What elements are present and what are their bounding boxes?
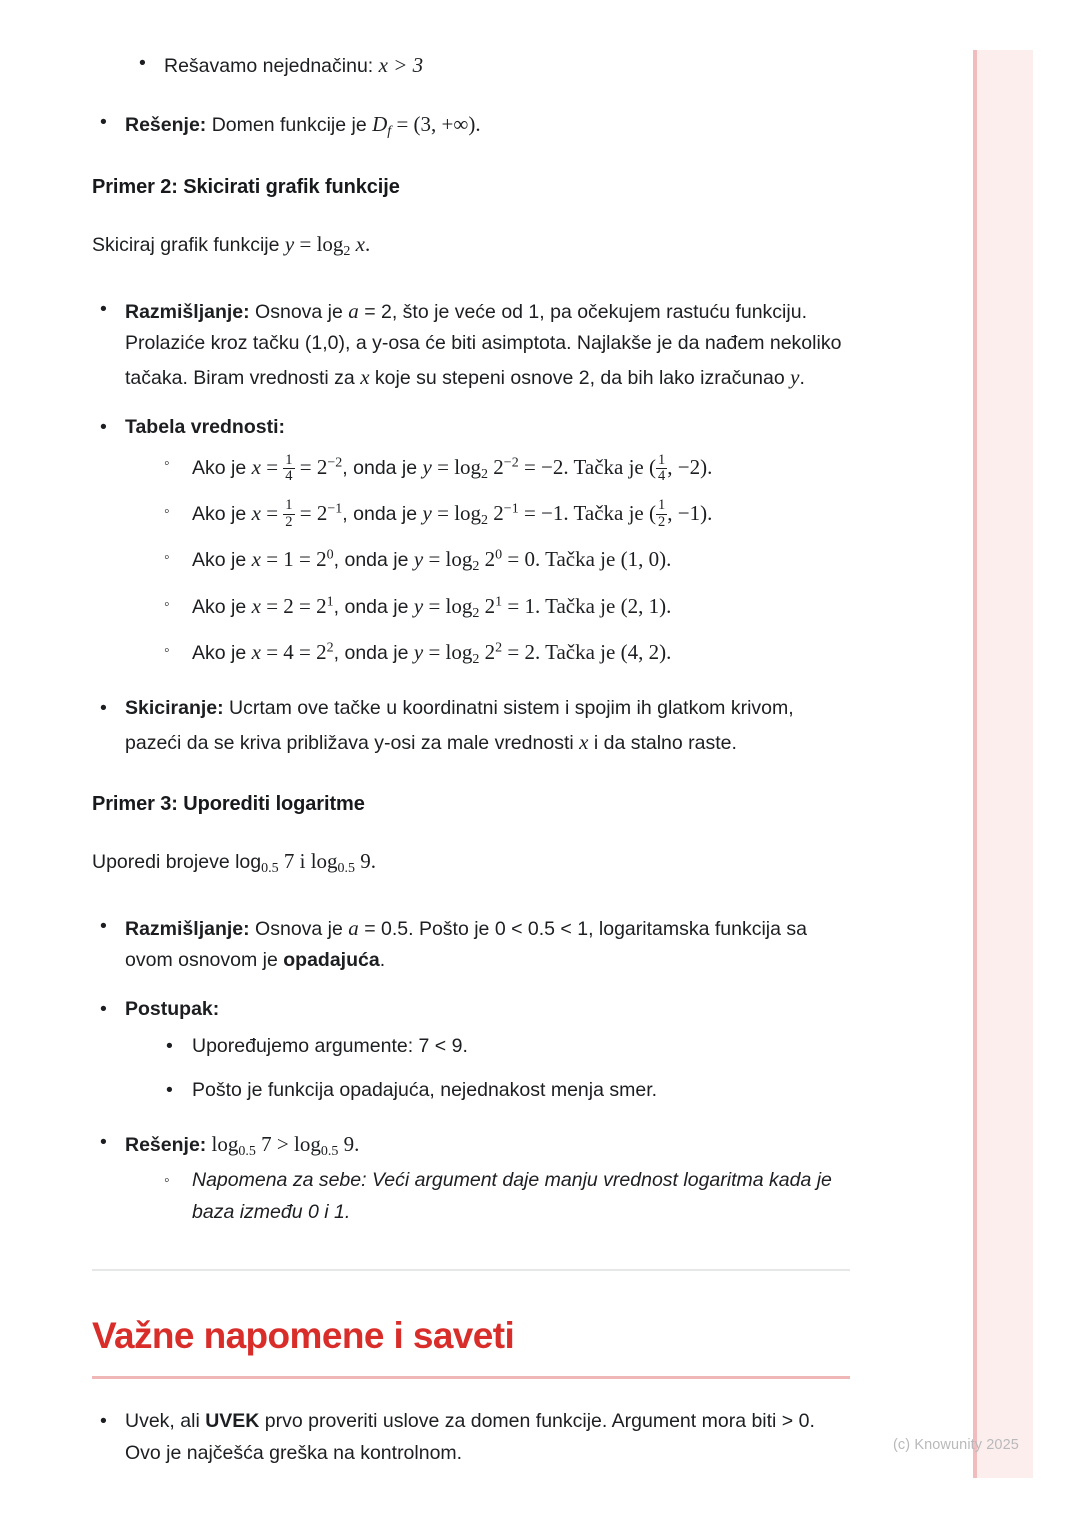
bullet-circle-icon: ◦ [164,595,170,613]
list-item [92,107,850,144]
reasoning-p2: = 0.5. Pošto je 0 < 0.5 < 1, logaritamska funkcija sa ovom osnovom je [125,917,807,972]
row-y-var: y [422,500,432,525]
row-x-var: x [251,640,261,665]
row-x-exp: 2 [326,641,334,657]
row-y-eq: = log [431,455,482,480]
step-text: Upoređujemo argumente: 7 < 9. [192,1035,468,1058]
copyright-watermark: (c) Knowunity 2025 [893,1437,1019,1453]
fraction-denominator: 2 [285,513,293,530]
row-x-exp: −1 [327,501,343,517]
page-title: Važne napomene i saveti [92,1315,515,1357]
domain-symbol: D [372,111,388,136]
row-y-val: = 1. Tačka je (2, 1). [502,593,672,618]
primer3-heading: Primer 3: Uporediti logaritme [92,793,365,816]
step-math: x > 3 [378,53,424,77]
note-p1: Uvek, ali [125,1409,206,1432]
step-text: Pošto je funkcija opadajuća, nejednakost menja smer. [192,1078,658,1101]
bullet-dot-icon: • [166,1035,173,1058]
intro-text: Skiciraj grafik funkcije [92,234,285,257]
intro-mid: 7 i log [278,849,338,874]
list-item [92,294,850,395]
row-lead: Ako je [192,502,252,525]
primer3-solution-list [0,1127,940,1229]
fraction-numerator: 1 [657,497,666,514]
step-text: Rešavamo nejednačinu: [164,55,379,77]
row-y-eq: = log [423,547,473,572]
procedure-label: Postupak: [125,997,220,1020]
row-x-exp: −2 [327,455,343,471]
table-row [160,579,850,626]
row-y-val: = −2. Tačka je ( [518,455,656,480]
row-y-arg: 2 [479,547,496,572]
primer3-procedure-list [0,994,940,1107]
fraction-numerator: 1 [285,451,293,468]
reasoning-bold: opadajuća [283,949,380,972]
row-y-var: y [413,640,424,665]
list-item [92,1127,850,1229]
row-y-var: y [413,547,424,572]
row-y-arg-exp: 2 [495,641,503,657]
note-text: Napomena za sebe: Veći argument daje manju vrednost logaritma kada je baza između 0 i 1. [192,1169,832,1223]
bullet-dot-icon: • [100,997,107,1020]
bullet-dot-icon: • [100,1130,107,1153]
reasoning-p3: koje su stepeni osnove 2, da bih lako izračunao [369,366,791,389]
row-x-eq: = 2 = 2 [260,593,327,618]
intro-base-2: 0.5 [337,861,356,876]
intro-base-1: 0.5 [261,861,279,876]
primer3-reasoning-list [0,911,940,977]
table-row [160,532,850,579]
intro-eq: = log [294,232,344,257]
list-item [160,1030,850,1063]
bullet-circle-icon: ◦ [164,1172,170,1190]
row-y-val: = 0. Tačka je (1, 0). [502,547,672,572]
reasoning-y: y [790,364,800,389]
solution-note-list [125,1163,850,1228]
row-x-eq: = [260,455,284,480]
row-x-exp: 0 [326,547,334,563]
bullet-circle-icon: ◦ [164,455,170,473]
row-mid: , onda je [333,642,414,665]
primer2-table-list [0,412,940,671]
bullet-dot-icon: • [100,914,107,937]
fraction [656,498,667,530]
table-row [160,625,850,672]
solution-mid: 7 > log [255,1131,321,1156]
fraction [283,498,294,530]
row-lead: Ako je [192,457,252,480]
reasoning-p4: . [799,366,805,389]
reasoning-label: Razmišljanje: [125,917,250,940]
row-mid: , onda je [342,502,423,525]
table-row [160,448,850,487]
bullet-dot-icon: • [100,416,107,439]
bullet-dot-icon: • [139,52,146,74]
domain-subscript: f [387,123,392,139]
reasoning-p2: = 2, što je veće od 1, pa očekujem rastuću funkciju. Prolaziće kroz tačku (1,0), a y-osa će biti asimptota. Najlakše je da nađem nekoliko tačaka. Biram vrednosti za [125,300,842,389]
note-p2: prvo proveriti uslove za domen funkcije. Argument mora biti > 0. Ovo je najčešća greška na kontrolnom. [125,1409,815,1464]
primer3-intro [0,844,940,881]
row-x-pow: = 2 [294,500,328,525]
reasoning-a: a [348,915,359,940]
row-mid: , onda je [333,549,414,572]
row-y-eq: = log [423,593,473,618]
domain-interval: = (3, +∞). [391,111,481,136]
primer2-sketching-list [0,693,940,759]
row-y-arg-exp: 0 [495,547,503,563]
row-y-arg: 2 [479,593,496,618]
row-x-eq: = 4 = 2 [260,640,327,665]
bullet-circle-icon: ◦ [164,549,170,567]
primer2-intro [0,227,940,264]
list-item [92,1406,850,1469]
row-x-pow: = 2 [294,455,328,480]
row-y-arg: 2 [488,500,504,525]
fraction-denominator: 4 [285,468,293,485]
row-y-arg-exp: −1 [503,501,519,517]
row-x-eq: = 1 = 2 [260,547,327,572]
reasoning-p3: . [379,949,386,972]
row-x-var: x [251,547,261,572]
sketching-p2: i da stalno raste. [588,731,737,754]
reasoning-p1: Osnova je [249,917,349,940]
row-y-arg-exp: −2 [503,455,519,471]
row-x-var: x [251,500,261,525]
table-label: Tabela vrednosti: [125,416,286,439]
note-bold: UVEK [205,1409,260,1432]
row-y-arg: 2 [479,640,496,665]
solution-label: Rešenje: [125,113,207,136]
row-mid: , onda je [333,595,414,618]
list-item [160,1165,850,1228]
bullet-circle-icon: ◦ [164,502,170,520]
row-y-eq: = log [431,500,482,525]
row-lead: Ako je [192,642,252,665]
row-y-var: y [413,593,424,618]
bullet-dot-icon: • [100,1409,107,1432]
fraction-denominator: 4 [657,468,666,485]
fraction [283,453,294,485]
row-x-eq: = [260,500,284,525]
solution-log: log [206,1131,239,1156]
reasoning-p1: Osnova je [249,300,349,323]
fraction-numerator: 1 [285,497,293,514]
row-y-val: = −1. Tačka je ( [518,500,656,525]
intro-y: y [284,232,295,257]
row-y-base: 2 [481,466,489,482]
sketching-p1: Ucrtam ove tačke u koordinatni sistem i spojim ih glatkom krivom, pazeći da se kriva približava y-osi za male vrednosti [125,696,794,754]
row-x-var: x [251,593,261,618]
primer1-tail-list [0,48,940,83]
solution-end: 9. [338,1131,360,1156]
fraction-numerator: 1 [657,451,666,468]
row-point-rest: , −2). [667,455,713,480]
primer1-solution-list [0,107,940,144]
row-lead: Ako je [192,549,252,572]
row-point-rest: , −1). [667,500,713,525]
vazne-notes-list [0,1406,940,1469]
row-y-base: 2 [472,605,480,621]
page-edge-stripe-line [973,50,977,1478]
row-mid: , onda je [342,457,423,480]
row-y-base: 2 [472,559,480,575]
bullet-dot-icon: • [100,696,107,719]
bullet-dot-icon: • [100,110,107,133]
table-row [160,487,850,533]
intro-text: Uporedi brojeve log [92,851,262,874]
solution-base-2: 0.5 [320,1143,339,1159]
bullet-dot-icon: • [166,1078,173,1101]
row-y-var: y [422,455,432,480]
reasoning-label: Razmišljanje: [125,300,250,323]
bullet-dot-icon: • [100,297,107,320]
reasoning-a: a [348,298,359,323]
row-lead: Ako je [192,595,252,618]
procedure-steps-list [125,1025,850,1106]
intro-x: x [350,232,365,257]
primer2-reasoning-list [0,294,940,395]
primer2-heading: Primer 2: Skicirati grafik funkcije [92,176,400,199]
sketching-label: Skiciranje: [125,696,224,719]
intro-base: 2 [343,244,351,260]
intro-end: 9. [355,849,377,874]
bullet-circle-icon: ◦ [164,642,170,660]
row-y-eq: = log [423,640,473,665]
list-item [92,48,850,83]
list-item [92,911,850,977]
page-edge-stripe [973,50,1033,1478]
list-item [92,412,850,671]
intro-end: . [365,232,371,257]
sketching-x: x [579,729,589,754]
table-values-list [125,444,850,672]
row-y-val: = 2. Tačka je (4, 2). [502,640,672,665]
row-y-arg: 2 [488,455,504,480]
row-y-base: 2 [472,652,480,668]
list-item [92,693,850,759]
list-item [160,1063,850,1107]
row-y-arg-exp: 1 [495,594,503,610]
fraction-denominator: 2 [657,513,666,530]
fraction [656,453,667,485]
solution-text: Domen funkcije je [206,113,373,136]
row-y-base: 2 [481,512,489,528]
row-x-var: x [251,455,261,480]
list-item [92,994,850,1107]
reasoning-x: x [360,364,370,389]
solution-label: Rešenje: [125,1133,207,1156]
solution-base-1: 0.5 [238,1143,256,1159]
row-x-exp: 1 [326,594,334,610]
